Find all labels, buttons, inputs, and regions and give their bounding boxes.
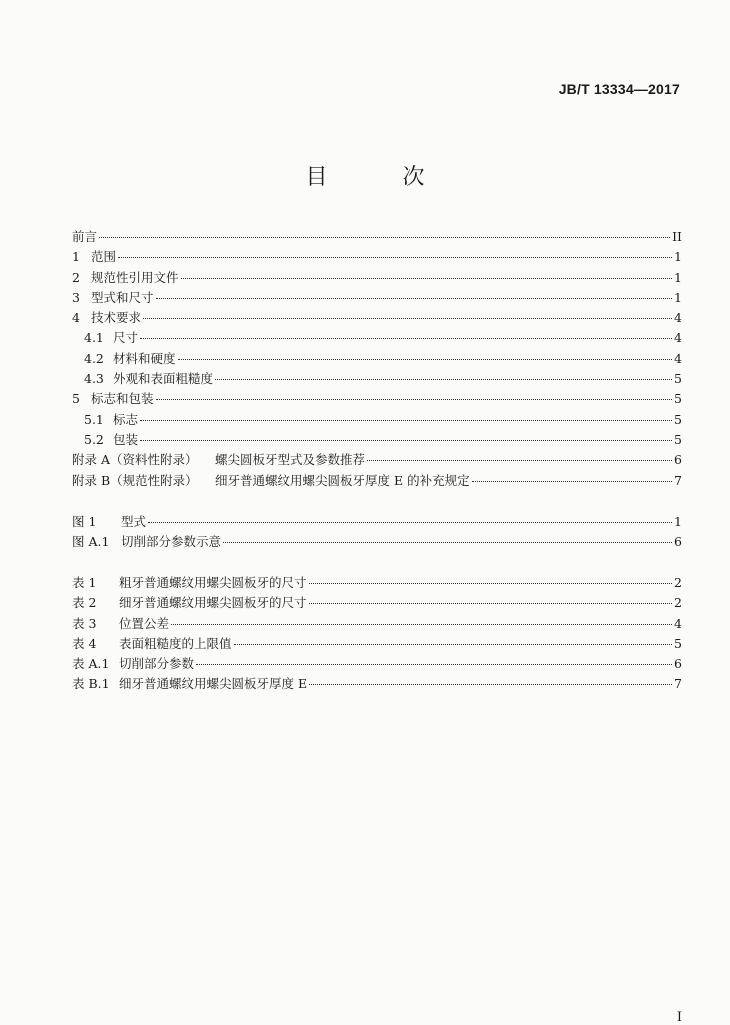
toc-entry-page: 1	[674, 249, 682, 265]
toc-entry-page: 5	[674, 391, 682, 407]
toc-entry-label: 技术要求	[91, 310, 142, 326]
toc-figure-entry[interactable]	[72, 532, 682, 552]
toc-entry-page: 2	[674, 575, 682, 590]
toc-entry-page: 5	[674, 431, 682, 447]
dot-leader	[156, 399, 672, 400]
toc-entry-page: 4	[674, 615, 682, 631]
toc-entry-label: 切削部分参数示意	[121, 534, 222, 550]
toc-entry-label: 型式和尺寸	[91, 289, 154, 305]
toc-entry-label: 规范性引用文件	[91, 269, 179, 285]
toc-entry-label: 标志和包装	[91, 391, 154, 407]
toc-entry-number: 表 4	[72, 635, 97, 651]
toc-entry-label: 细牙普通螺纹用螺尖圆板牙厚度 E	[119, 676, 308, 692]
toc-entry-label: 尺寸	[113, 330, 139, 346]
dot-leader	[309, 684, 672, 685]
dot-leader	[309, 583, 672, 584]
toc-title: 目 次	[305, 165, 459, 190]
toc-entry-page: 6	[674, 534, 682, 550]
toc-entry-label: 前言	[72, 229, 98, 244]
page-number: I	[676, 1010, 682, 1025]
toc-entry-technical-requirements[interactable]	[72, 308, 682, 328]
dot-leader	[118, 257, 672, 258]
dot-leader	[148, 522, 672, 523]
toc-entry-page: 5	[674, 635, 682, 651]
dot-leader	[171, 624, 672, 625]
toc-entry-number: 图 A.1	[72, 534, 110, 550]
toc-entry-number: 4.2	[84, 350, 104, 366]
toc-entry-page: 5	[674, 371, 682, 387]
toc-entry-scope[interactable]	[72, 247, 682, 267]
toc-entry-number: 5	[72, 391, 80, 407]
toc-entry-label: 粗牙普通螺纹用螺尖圆板牙的尺寸	[119, 575, 307, 590]
toc-entry-page: 1	[674, 289, 682, 305]
toc-entry-number: 表 2	[72, 595, 97, 611]
toc-table-entry[interactable]	[72, 654, 682, 674]
toc-entry-appearance-roughness[interactable]	[72, 369, 682, 389]
toc-entry-page: 7	[674, 472, 682, 488]
toc-entry-label: 外观和表面粗糙度	[113, 371, 214, 387]
toc-entry-label: 材料和硬度	[113, 350, 176, 366]
standard-number: JB/T 13334—2017	[558, 81, 680, 97]
toc-tables-list	[72, 573, 682, 695]
dot-leader	[309, 603, 672, 604]
toc-entry-page: 7	[674, 676, 682, 692]
toc-entry-label: 包装	[113, 431, 139, 447]
toc-table-entry[interactable]	[72, 634, 682, 654]
toc-entry-number: 附录 A（资料性附录）	[72, 452, 198, 468]
toc-entry-number: 表 B.1	[72, 676, 110, 692]
toc-entry-page: 5	[674, 411, 682, 427]
dot-leader	[196, 664, 672, 665]
toc-figure-entry[interactable]	[72, 512, 682, 532]
toc-entry-types-dimensions[interactable]	[72, 288, 682, 308]
toc-main-list	[72, 227, 682, 491]
toc-entry-number: 3	[72, 289, 80, 305]
toc-entry-label: 细牙普通螺纹用螺尖圆板牙的尺寸	[119, 595, 307, 611]
toc-entry-label: 位置公差	[119, 615, 170, 631]
dot-leader	[234, 644, 672, 645]
toc-entry-number: 4.3	[84, 371, 104, 387]
dot-leader	[472, 481, 672, 482]
toc-entry-number: 5.1	[84, 411, 104, 427]
dot-leader	[156, 298, 672, 299]
toc-entry-label: 范围	[91, 249, 117, 265]
dot-leader	[99, 237, 670, 238]
toc-entry-page: 2	[674, 595, 682, 611]
toc-table-entry[interactable]	[72, 614, 682, 634]
toc-entry-page: 4	[674, 310, 682, 326]
toc-entry-material-hardness[interactable]	[72, 349, 682, 369]
toc-entry-number: 表 A.1	[72, 656, 110, 672]
dot-leader	[367, 460, 672, 461]
toc-entry-label: 型式	[121, 514, 147, 529]
toc-entry-annex-a[interactable]	[72, 450, 682, 470]
toc-table-entry[interactable]	[72, 674, 682, 694]
toc-entry-number: 4.1	[84, 330, 104, 346]
toc-entry-marking[interactable]	[72, 410, 682, 430]
toc-entry-page: 1	[674, 269, 682, 285]
toc-entry-page: II	[672, 229, 682, 244]
toc-entry-label: 表面粗糙度的上限值	[119, 635, 232, 651]
dot-leader	[223, 542, 672, 543]
toc-figures-list	[72, 512, 682, 553]
dot-leader	[178, 359, 672, 360]
toc-entry-number: 表 3	[72, 615, 97, 631]
toc-entry-number: 表 1	[72, 575, 97, 590]
dot-leader	[143, 318, 672, 319]
toc-entry-normative-references[interactable]	[72, 268, 682, 288]
toc-entry-dimensions[interactable]	[72, 328, 682, 348]
toc-entry-number: 2	[72, 269, 80, 285]
dot-leader	[140, 338, 672, 339]
dot-leader	[140, 440, 672, 441]
toc-entry-packaging[interactable]	[72, 430, 682, 450]
toc-entry-page: 4	[674, 330, 682, 346]
toc-entry-label: 细牙普通螺纹用螺尖圆板牙厚度 E 的补充规定	[215, 472, 470, 488]
toc-entry-label: 标志	[113, 411, 139, 427]
toc-entry-page: 6	[674, 656, 682, 672]
toc-entry-label: 切削部分参数	[119, 656, 195, 672]
toc-entry-marking-packaging[interactable]	[72, 389, 682, 409]
dot-leader	[140, 420, 672, 421]
toc-table-entry[interactable]	[72, 593, 682, 613]
toc-entry-page: 1	[674, 514, 682, 529]
toc-entry-number: 附录 B（规范性附录）	[72, 472, 198, 488]
toc-entry-number: 图 1	[72, 514, 97, 529]
toc-entry-label: 螺尖圆板牙型式及参数推荐	[215, 452, 366, 468]
toc-entry-page: 4	[674, 350, 682, 366]
toc-entry-annex-b[interactable]	[72, 471, 682, 491]
dot-leader	[215, 379, 672, 380]
dot-leader	[181, 278, 672, 279]
toc-table-entry[interactable]	[72, 573, 682, 593]
toc-entry-number: 1	[72, 249, 80, 265]
toc-entry-number: 4	[72, 310, 80, 326]
toc-entry-foreword[interactable]	[72, 227, 682, 247]
toc-entry-page: 6	[674, 452, 682, 468]
toc-entry-number: 5.2	[84, 431, 104, 447]
